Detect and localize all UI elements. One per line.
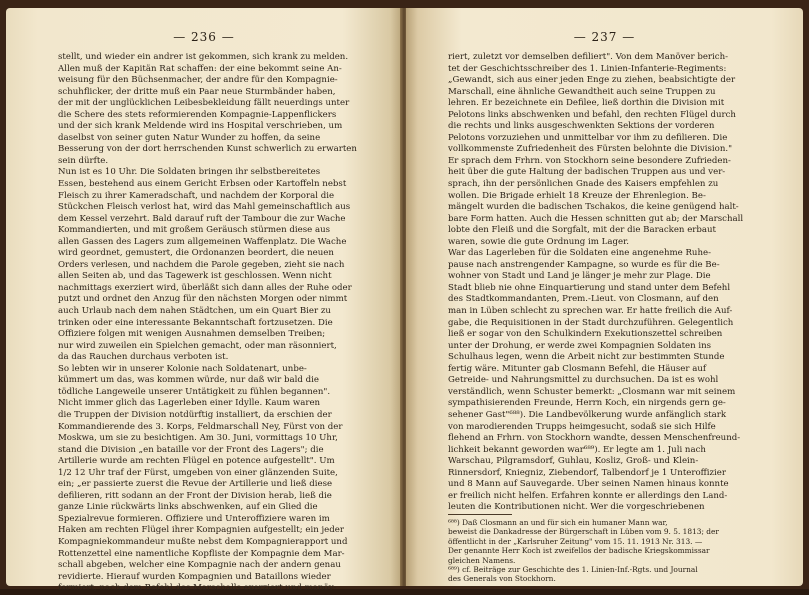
text-line: Nun ist es 10 Uhr. Die Soldaten bringen ihr selbstbereitetes: [58, 167, 321, 178]
text-line: Kommandierende des 3. Korps, Feldmarschall Ney, Fürst von der: [58, 421, 343, 432]
text-line: Stückchen Fleisch verlost hat, wird das Mahl gemeinschaftlich aus: [58, 202, 351, 213]
right-page-number: — 237 —: [573, 30, 636, 44]
text-line: fertig wäre. Mitunter gab Closmann Befehl, die Häuser auf: [448, 363, 707, 374]
text-line: ganze Linie rückwärts links abschwenken, auf ein Glied die: [58, 502, 318, 513]
text-line: verständlich, wenn Schuster bemerkt: „Closmann war mit seinem: [448, 386, 736, 397]
text-line: ein; „er passierte zuerst die Revue der Artillerie und ließ diese: [58, 479, 333, 490]
text-line: heit über die gute Haltung der badischen Truppen aus und ver-: [448, 167, 726, 178]
text-line: tödliche Langeweile unserer Untätigkeit zu fühlen begannen".: [58, 386, 331, 397]
text-line: sehener Gast"⁶⁸⁸). Die Landbevölkerung wurde anfänglich stark: [448, 409, 727, 420]
text-line: waren, sowie die gute Ordnung im Lager.: [448, 236, 629, 247]
text-line: Artillerie wurde am rechten Flügel en potence aufgestellt". Um: [58, 456, 335, 467]
left-page-number: — 236 —: [173, 30, 235, 44]
text-line: dem Kessel verzehrt. Bald darauf ruft der Tambour die zur Wache: [58, 213, 346, 224]
text-line: Haken am rechten Flügel ihrer Kompagnien aufgestellt; ein jeder: [58, 525, 344, 536]
text-line: Besserung von der dort herrschenden Kunst schwerlich zu erwarten: [58, 144, 357, 155]
text-line: gabe, die Requisitionen in der Stadt durchzuführen. Gelegentlich: [448, 317, 734, 328]
text-line: Rottenzettel eine namentliche Kopfliste der Kompagnie dem Mar-: [58, 548, 345, 559]
text-line: nur wird zuweilen ein Spielchen gemacht, oder man räsonniert,: [58, 340, 337, 351]
left-page: [6, 8, 402, 594]
text-line: Warschau, Pilgramsdorf, Guhlau, Kosliz, Groß- und Klein-: [448, 456, 699, 467]
text-line: War das Lagerleben für die Soldaten eine angenehme Ruhe-: [448, 248, 711, 259]
text-line: pause nach anstrengender Kampagne, so wurde es für die Be-: [448, 259, 720, 270]
text-line: unter der Drohung, er werde zwei Kompagnien Soldaten ins: [448, 340, 712, 351]
text-line: man in Lüben schlecht zu sprechen war. Er hatte freilich die Auf-: [448, 306, 733, 317]
text-line: weisung für den Büchsenmacher, der andre für den Kompagnie-: [58, 75, 338, 86]
text-line: Moskwa, um sie zu besichtigen. Am 30. Juni, vormittags 10 Uhr,: [58, 433, 338, 444]
text-line: tet der Geschichtsschreiber des 1. Linien-Infanterie-Regiments:: [448, 63, 727, 74]
text-line: der mit der unglücklichen Leibesbekleidung fällt neuerdings unter: [58, 98, 350, 109]
text-line: des Stadtkommandanten, Prem.-Lieut. von Closmann, auf den: [448, 294, 719, 305]
text-line: allen Seiten ab, und das Tagewerk ist geschlossen. Wenn nicht: [58, 271, 332, 282]
text-line: 1/2 12 Uhr traf der Fürst, umgeben von einer glänzenden Suite,: [58, 467, 338, 478]
footnote-line: beweist die Dankadresse der Bürgerschaft in Lüben vom 9. 5. 1813; der: [448, 527, 719, 537]
text-line: vollkommenste Zufriedenheit des Fürsten belohnte die Division.": [448, 144, 733, 155]
text-line: Allen muß der Kapitän Rat schaffen: der eine bekommt seine An-: [58, 63, 342, 74]
footnote-line: öffentlicht in der „Karlsruher Zeitung" vom 15. 11. 1913 Nr. 313. —: [448, 536, 703, 546]
text-line: daselbst von seiner guten Natur Wunder zu hoffen, da seine: [58, 132, 321, 143]
text-line: riert, zuletzt vor demselben defiliert". Von dem Manöver berich-: [448, 52, 729, 62]
text-line: Kompagniekommandeur mußte nebst dem Kompagnierapport und: [58, 536, 348, 547]
text-line: schall abgeben, welcher eine Kompagnie nach der andern genau: [58, 560, 341, 571]
text-line: bare Form hatten. Auch die Hessen schnitten gut ab; der Marschall: [448, 213, 744, 224]
text-line: Pelotons vorzuziehen und unmittelbar vor ihm zu defilieren. Die: [448, 132, 728, 143]
text-line: schuhflicker, der dritte muß ein Paar neue Sturmbänder haben,: [58, 86, 336, 97]
text-line: er freilich nicht helfen. Erfahren konnte er allerdings den Land-: [448, 490, 728, 501]
text-line: Essen, bestehend aus einem Gericht Erbsen oder Kartoffeln nebst: [58, 179, 347, 190]
text-line: trinken oder eine interessante Bekanntschaft fortzusetzen. Die: [58, 317, 333, 328]
text-line: Rinnersdorf, Kniegniz, Ziebendorf, Talbendorf je 1 Unteroffizier: [448, 467, 726, 478]
text-line: revidierte. Hierauf wurden Kompagnien und Bataillons wieder: [58, 571, 331, 582]
footnote-line: ⁶⁸⁹) cf. Beiträge zur Geschichte des 1. Linien-Inf.-Rgts. und Journal: [448, 565, 698, 575]
right-page: [406, 8, 803, 586]
text-line: „Gewandt, sich aus einer jeden Enge zu ziehen, beabsichtigte der: [448, 75, 736, 86]
text-line: formiert, nach dem Befehl des Marschalls exerziert und manöv-: [58, 583, 337, 594]
text-line: Pelotons links abschwenken und befahl, den rechten Flügel durch: [448, 109, 736, 120]
text-line: leuten die Kontributionen nicht. Wer die vorgeschriebenen: [448, 502, 705, 513]
text-line: da das Rauchen durchaus verboten ist.: [58, 352, 229, 363]
text-line: wird geordnet, gemustert, die Ordonanzen beordert, die neuen: [58, 248, 334, 259]
text-line: die Truppen der Division notdürftig installiert, da erschien der: [58, 409, 332, 420]
text-line: Er sprach dem Frhrn. von Stockhorn seine besondere Zufrieden-: [448, 155, 731, 166]
footnote-line: ⁶⁸⁸) Daß Closmann an und für sich ein humaner Mann war,: [448, 518, 668, 527]
text-line: Nicht immer glich das Lagerleben einer Idylle. Kaum waren: [58, 398, 321, 409]
text-line: So lebten wir in unserer Kolonie nach Soldatenart, unbe-: [58, 363, 307, 374]
footnote-line: des Generals von Stockhorn.: [448, 574, 556, 584]
text-line: Getreide- und Nahrungsmittel zu durchsuchen. Da ist es wohl: [448, 375, 719, 386]
text-line: flehend an Frhrn. von Stockhorn wandte, dessen Menschenfreund-: [448, 433, 741, 444]
text-line: Offiziere folgen mit wenigen Ausnahmen demselben Treiben;: [58, 329, 326, 340]
text-line: und 8 Mann auf Sauvegarde. Über seinen Namen hinaus konnte: [448, 479, 729, 490]
text-line: putzt und ordnet den Anzug für den nächsten Morgen oder nimmt: [58, 294, 348, 305]
text-line: nachmittags exerziert wird, überläßt sich dann alles der Ruhe oder: [58, 282, 352, 293]
text-line: lobte den Fleiß und die Sorgfalt, mit der die Baracken erbaut: [448, 225, 717, 236]
footnote-rule: [448, 514, 512, 515]
text-line: sein dürfte.: [58, 155, 109, 166]
text-line: stellt, und wieder ein andrer ist gekommen, sich krank zu melden.: [58, 52, 349, 62]
text-line: von marodierenden Trupps heimgesucht, sodaß sie sich Hilfe: [448, 421, 716, 432]
text-line: defilieren, ritt sodann an der Front der Division herab, ließ die: [58, 490, 332, 501]
text-line: und der sich krank Meldende wird ins Hospital verschrieben, um: [58, 121, 343, 132]
text-line: stand die Division „en bataille vor der Front des Lagers"; die: [58, 444, 324, 455]
text-line: sprach, ihn der persönlichen Gnade des Kaisers empfehlen zu: [448, 179, 719, 190]
text-line: sympathisierenden Freunde, Herrn Koch, ein nirgends gern ge-: [448, 398, 726, 409]
text-line: Spezialrevue formieren. Offiziere und Unteroffiziere waren im: [58, 513, 330, 524]
text-line: lichkeit bekannt geworden war⁶⁸⁹). Er legte am 1. Juli nach: [448, 444, 706, 455]
text-line: auch Urlaub nach dem nahen Städtchen, um ein Quart Bier zu: [58, 306, 331, 317]
left-page-body: [58, 52, 358, 595]
text-line: lehren. Er bezeichnete ein Defilee, ließ dorthin die Division mit: [448, 98, 725, 109]
text-line: die Schere des stets reformierenden Kompagnie-Lappenflickers: [58, 109, 337, 120]
text-line: Schulhaus legen, wenn die Arbeit nicht zur bestimmten Stunde: [448, 352, 725, 363]
right-page-body: [448, 52, 760, 514]
text-line: Stadt blieb nie ohne Einquartierung und stand unter dem Befehl: [448, 282, 731, 293]
text-line: Orders verlesen, und nachdem die Parole gegeben, zieht sie nach: [58, 259, 345, 270]
text-line: Marschall, eine ähnliche Gewandtheit auch seine Truppen zu: [448, 86, 716, 97]
text-line: wohner von Stadt und Land je länger je mehr zur Plage. Die: [448, 271, 711, 282]
footnote-line: Der genannte Herr Koch ist zweifellos der badische Kriegskommissar: [448, 546, 710, 556]
text-line: ließ er sogar von den Schulkindern Exekutionszettel schreiben: [448, 329, 723, 340]
text-line: die rechts und links ausgeschwenkten Sektions der vorderen: [448, 121, 715, 132]
text-line: mängelt wurden die badischen Tschakos, die keine genügend halt-: [448, 202, 739, 213]
text-line: Fleisch zu ihrer Kameradschaft, und nachdem der Korporal die: [58, 190, 335, 201]
footnotes: [448, 518, 760, 584]
text-line: allen Gassen des Lagers zum allgemeinen Waffenplatz. Die Wache: [58, 236, 347, 247]
footnote-line: gleichen Namens.: [448, 555, 516, 565]
text-line: wollen. Die Brigade erhielt 18 Kreuze der Ehrenlegion. Be-: [448, 190, 706, 201]
text-line: Kommandierten, und mit großem Geräusch stürmen diese aus: [58, 225, 331, 236]
text-line: kümmert um das, was kommen würde, nur daß wir bald die: [58, 375, 319, 386]
